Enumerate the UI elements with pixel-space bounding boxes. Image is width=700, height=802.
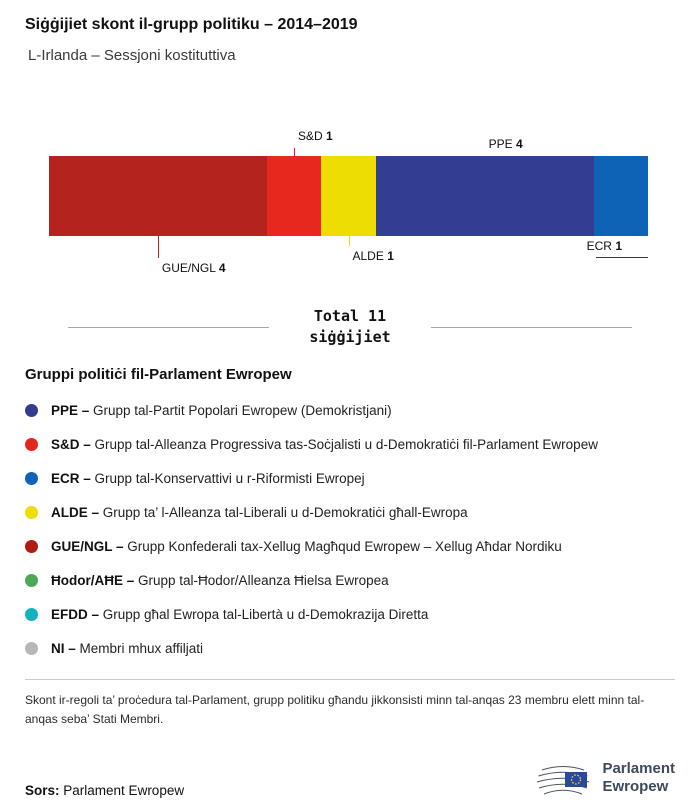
bar-tick-gue-ngl <box>158 236 159 258</box>
source-value: Parlament Ewropew <box>63 783 185 799</box>
eu-flag-icon <box>565 772 587 787</box>
bar-tick-alde <box>349 236 350 246</box>
legend-item-hodor-ahe <box>25 563 675 597</box>
legend-dot-gue-ngl <box>25 540 38 553</box>
seat-chart <box>49 104 648 282</box>
legend-list <box>25 393 675 665</box>
ep-logo-text <box>602 760 675 796</box>
legend-item-sd <box>25 427 675 461</box>
bar-label-alde: ALDE 1 <box>352 249 394 263</box>
bar-label-gue-ngl: GUE/NGL 4 <box>161 261 226 275</box>
legend-item-alde <box>25 495 675 529</box>
source-row <box>25 758 675 798</box>
legend-dot-ecr <box>25 472 38 485</box>
legend-dot-efdd <box>25 608 38 621</box>
page-subtitle: L-Irlanda – Sessjoni kostituttiva <box>28 47 236 64</box>
legend-label-efdd: EFDD – Grupp għal Ewropa tal-Libertà u d-Demokrazija Diretta <box>51 606 429 622</box>
page-title: Siġġijiet skont il-grupp politiku – 2014–2019 <box>25 16 358 33</box>
legend-label-alde: ALDE – Grupp ta’ l-Alleanza tal-Liberali u d-Demokratiċi għall-Ewropa <box>51 504 468 520</box>
source-line <box>25 783 184 798</box>
source-label: Sors: <box>25 783 60 799</box>
legend-item-ni <box>25 631 675 665</box>
bar-segment-alde[interactable] <box>321 156 375 236</box>
ep-logo-line1: Parlament <box>602 760 675 778</box>
legend-dot-alde <box>25 506 38 519</box>
legend-dot-ni <box>25 642 38 655</box>
footer-divider <box>25 679 675 680</box>
legend-label-ppe: PPE – Grupp tal-Partit Popolari Ewropew (Demokristjani) <box>51 402 392 418</box>
total-label-line2: siġġijiet <box>309 328 391 346</box>
bar-label-underline-ecr <box>596 257 648 258</box>
bar-label-sd: S&D 1 <box>298 129 333 143</box>
legend-label-ni: NI – Membri mhux affiljati <box>51 640 204 656</box>
footnote: Skont ir-regoli ta’ proċedura tal-Parlament, grupp politiku għandu jikkonsisti minn tal-anqas 23 membru elett minn tal-anqas seba’ Stati Membri. <box>25 693 645 726</box>
bar-tick-sd <box>294 148 295 156</box>
divider-line-left <box>68 327 269 328</box>
bar-segment-gue-ngl[interactable] <box>49 156 267 236</box>
bar-segment-sd[interactable] <box>267 156 321 236</box>
legend-dot-ppe <box>25 404 38 417</box>
ep-logo-line2: Ewropew <box>602 778 669 796</box>
legend-dot-hodor-ahe <box>25 574 38 587</box>
legend-label-gue-ngl: GUE/NGL – Grupp Konfederali tax-Xellug Magħqud Ewropew – Xellug Aħdar Nordiku <box>51 538 562 554</box>
bar-segment-ecr[interactable] <box>594 156 648 236</box>
legend-label-hodor-ahe: Ħodor/AĦE – Grupp tal-Ħodor/Alleanza Ħielsa Ewropea <box>51 572 389 588</box>
ep-hemicycle-icon <box>535 758 593 798</box>
legend-label-ecr: ECR – Grupp tal-Konservattivi u r-Riformisti Ewropej <box>51 470 365 486</box>
legend-dot-sd <box>25 438 38 451</box>
total-label-line1: Total 11 <box>313 307 387 325</box>
bar-label-ppe: PPE 4 <box>488 137 523 151</box>
legend-item-ecr <box>25 461 675 495</box>
legend-title: Gruppi politiċi fil-Parlament Ewropew <box>25 366 292 383</box>
stacked-bar <box>49 156 648 236</box>
ep-logo <box>535 758 675 798</box>
page <box>0 16 700 802</box>
total-divider <box>68 306 632 348</box>
legend-item-efdd <box>25 597 675 631</box>
legend-item-gue-ngl <box>25 529 675 563</box>
bar-label-ecr: ECR 1 <box>586 239 622 253</box>
bar-segment-ppe[interactable] <box>376 156 594 236</box>
legend-label-sd: S&D – Grupp tal-Alleanza Progressiva tas-Soċjalisti u d-Demokratiċi fil-Parlament Ewropew <box>51 436 598 452</box>
legend-item-ppe <box>25 393 675 427</box>
total-label <box>309 306 390 348</box>
divider-line-right <box>431 327 632 328</box>
